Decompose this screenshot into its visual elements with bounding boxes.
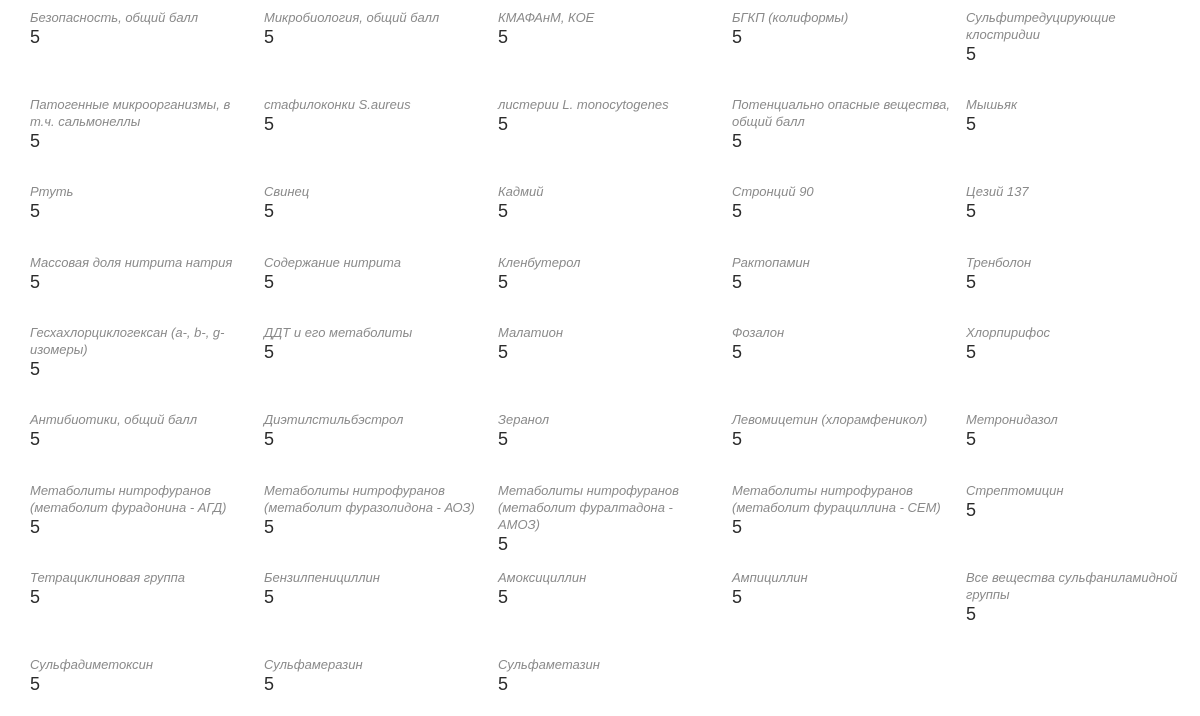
indicator-label: Левомицетин (хлорамфеникол) xyxy=(732,412,928,427)
indicator-score: 5 xyxy=(732,587,743,607)
indicator-score: 5 xyxy=(264,114,275,134)
indicator-item xyxy=(30,9,264,96)
indicator-score: 5 xyxy=(732,517,743,537)
indicator-item xyxy=(498,254,732,324)
indicator-label: Метронидазол xyxy=(966,412,1058,427)
indicator-score: 5 xyxy=(732,201,743,221)
indicator-item xyxy=(264,183,498,254)
indicator-score: 5 xyxy=(264,517,275,537)
indicator-item xyxy=(966,411,1200,482)
indicator-label: Ртуть xyxy=(30,184,74,199)
indicator-score: 5 xyxy=(264,429,275,449)
indicator-item xyxy=(30,569,264,656)
indicator-score: 5 xyxy=(30,131,41,151)
indicator-score: 5 xyxy=(30,27,41,47)
indicator-score: 5 xyxy=(732,27,743,47)
indicator-label: Потенциально опасные вещества, общий балл xyxy=(732,97,950,129)
indicator-label: ДДТ и его метаболиты xyxy=(264,325,413,340)
indicator-item xyxy=(264,482,498,569)
indicator-score: 5 xyxy=(498,429,509,449)
indicator-label: Стрептомицин xyxy=(966,483,1064,498)
indicator-label: Малатион xyxy=(498,325,564,340)
indicator-row xyxy=(30,324,1200,411)
indicator-label: Тренболон xyxy=(966,255,1032,270)
indicator-label: Ампициллин xyxy=(732,570,808,585)
indicator-score: 5 xyxy=(264,674,275,694)
indicator-item xyxy=(966,9,1200,96)
indicator-item xyxy=(732,96,966,183)
indicator-row xyxy=(30,96,1200,183)
indicator-item xyxy=(30,656,264,716)
indicator-score: 5 xyxy=(30,429,41,449)
indicator-label: Сульфадиметоксин xyxy=(30,657,154,672)
indicator-label: Цезий 137 xyxy=(966,184,1029,199)
indicator-score: 5 xyxy=(498,342,509,362)
indicator-item xyxy=(732,569,966,656)
indicator-row xyxy=(30,9,1200,96)
indicator-item xyxy=(732,482,966,569)
indicator-score: 5 xyxy=(966,500,977,520)
indicator-score: 5 xyxy=(264,27,275,47)
indicator-row xyxy=(30,482,1200,569)
indicator-score: 5 xyxy=(264,201,275,221)
indicator-label: листерии L. monocytogenes xyxy=(498,97,669,112)
indicator-item xyxy=(732,254,966,324)
indicator-item xyxy=(966,482,1200,569)
indicator-label: Хлорпирифос xyxy=(966,325,1051,340)
indicator-score: 5 xyxy=(966,604,977,624)
indicator-label: Сульфаметазин xyxy=(498,657,600,672)
indicator-label: Массовая доля нитрита натрия xyxy=(30,255,233,270)
indicator-item xyxy=(498,411,732,482)
indicator-label: Стронций 90 xyxy=(732,184,814,199)
indicator-label: Кленбутерол xyxy=(498,255,581,270)
indicator-score: 5 xyxy=(264,342,275,362)
indicator-item xyxy=(498,656,732,716)
indicator-label: Микробиология, общий балл xyxy=(264,10,440,25)
indicator-score: 5 xyxy=(732,342,743,362)
indicator-item xyxy=(264,656,498,716)
indicator-label: Метаболиты нитрофуранов (метаболит фурациллина - СЕМ) xyxy=(732,483,941,515)
indicator-label: Сульфитредуцирующие клостридии xyxy=(966,10,1116,42)
indicator-item xyxy=(498,9,732,96)
indicator-item xyxy=(30,324,264,411)
indicator-score: 5 xyxy=(30,201,41,221)
indicator-score: 5 xyxy=(966,429,977,449)
indicator-score: 5 xyxy=(30,587,41,607)
indicator-label: Бензилпенициллин xyxy=(264,570,380,585)
indicator-score: 5 xyxy=(966,114,977,134)
indicator-label: Метаболиты нитрофуранов (метаболит фуразолидона - АОЗ) xyxy=(264,483,475,515)
indicator-item xyxy=(30,482,264,569)
indicator-score: 5 xyxy=(30,272,41,292)
indicator-grid xyxy=(30,9,1200,716)
indicator-item xyxy=(264,9,498,96)
indicator-label: БГКП (колиформы) xyxy=(732,10,849,25)
indicator-label: Мышьяк xyxy=(966,97,1018,112)
indicator-item xyxy=(264,569,498,656)
indicator-label: КМАФАнМ, КОЕ xyxy=(498,10,595,25)
indicator-item xyxy=(732,411,966,482)
indicator-item xyxy=(264,254,498,324)
indicator-item xyxy=(966,324,1200,411)
indicator-label: стафилоконки S.aureus xyxy=(264,97,411,112)
indicator-item xyxy=(30,411,264,482)
indicator-item xyxy=(966,96,1200,183)
indicator-row xyxy=(30,183,1200,254)
indicator-row xyxy=(30,254,1200,324)
indicator-label: Фозалон xyxy=(732,325,785,340)
indicator-label: Амоксициллин xyxy=(498,570,587,585)
indicator-score: 5 xyxy=(966,44,977,64)
indicator-score: 5 xyxy=(30,517,41,537)
indicator-label: Кадмий xyxy=(498,184,544,199)
indicator-score: 5 xyxy=(264,272,275,292)
indicator-label: Зеранол xyxy=(498,412,550,427)
indicator-score: 5 xyxy=(732,131,743,151)
indicator-item xyxy=(732,9,966,96)
indicator-item xyxy=(264,324,498,411)
indicator-label: Все вещества сульфаниламидной группы xyxy=(966,570,1178,602)
indicator-score: 5 xyxy=(498,534,509,554)
indicator-label: Диэтилстильбэстрол xyxy=(264,412,404,427)
indicator-label: Гесхахлорциклогексан (a-, b-, g-изомеры) xyxy=(30,325,225,357)
indicator-label: Патогенные микроорганизмы, в т.ч. сальмонеллы xyxy=(30,97,231,129)
indicator-score: 5 xyxy=(498,114,509,134)
indicator-score: 5 xyxy=(966,342,977,362)
indicator-label: Тетрациклиновая группа xyxy=(30,570,186,585)
indicator-score: 5 xyxy=(498,272,509,292)
indicator-label: Метаболиты нитрофуранов (метаболит фурадонина - АГД) xyxy=(30,483,227,515)
indicator-score: 5 xyxy=(264,587,275,607)
indicator-item xyxy=(498,482,732,569)
indicator-item xyxy=(966,183,1200,254)
indicator-item xyxy=(732,324,966,411)
indicator-item xyxy=(498,324,732,411)
indicator-item xyxy=(30,254,264,324)
indicator-item xyxy=(264,411,498,482)
indicator-row xyxy=(30,569,1200,656)
indicator-item xyxy=(30,96,264,183)
indicator-label: Содержание нитрита xyxy=(264,255,401,270)
indicator-score: 5 xyxy=(966,272,977,292)
indicator-item xyxy=(498,569,732,656)
indicator-label: Свинец xyxy=(264,184,310,199)
indicator-score: 5 xyxy=(498,587,509,607)
indicator-item xyxy=(498,183,732,254)
indicator-label: Безопасность, общий балл xyxy=(30,10,199,25)
indicator-label: Сульфамеразин xyxy=(264,657,363,672)
indicator-score: 5 xyxy=(498,201,509,221)
indicator-score: 5 xyxy=(498,674,509,694)
indicator-item xyxy=(30,183,264,254)
indicator-label: Метаболиты нитрофуранов (метаболит фуралтадона - АМОЗ) xyxy=(498,483,679,532)
indicator-item xyxy=(966,254,1200,324)
indicator-label: Рактопамин xyxy=(732,255,810,270)
indicator-score: 5 xyxy=(732,429,743,449)
indicator-row xyxy=(30,656,1200,716)
indicator-score: 5 xyxy=(30,359,41,379)
indicator-item xyxy=(264,96,498,183)
indicator-score: 5 xyxy=(498,27,509,47)
indicator-label: Антибиотики, общий балл xyxy=(30,412,198,427)
indicator-row xyxy=(30,411,1200,482)
indicator-score: 5 xyxy=(966,201,977,221)
indicator-item xyxy=(732,183,966,254)
indicator-score: 5 xyxy=(30,674,41,694)
indicator-item xyxy=(966,569,1200,656)
indicator-score: 5 xyxy=(732,272,743,292)
indicator-item xyxy=(498,96,732,183)
